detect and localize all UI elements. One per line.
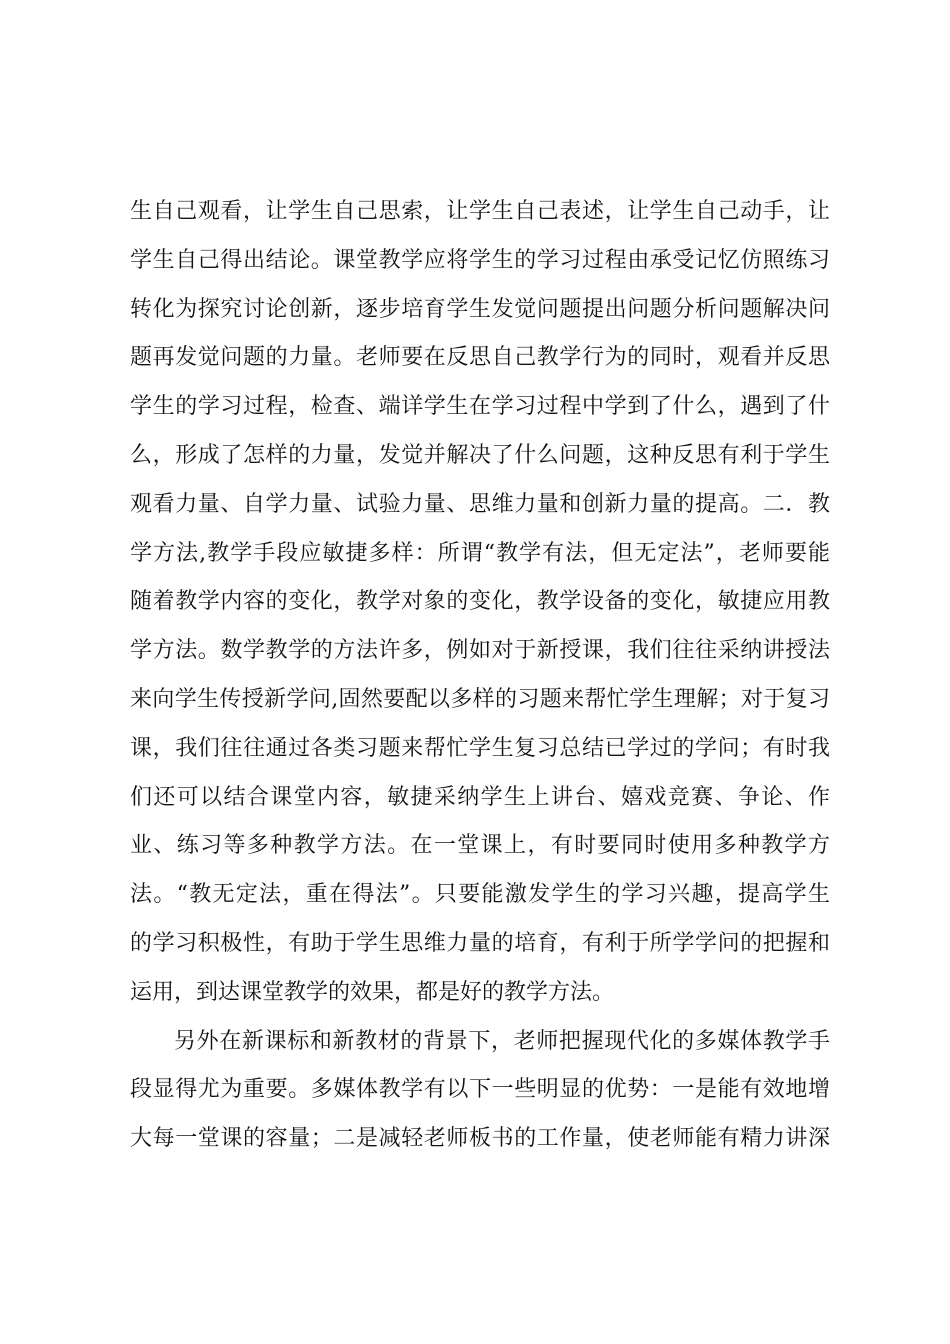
document-body — [130, 188, 830, 1164]
text-line: 法。“教无定法，重在得法”。只要能激发学生的学习兴趣，提高学生 — [130, 882, 830, 908]
text-line: 运用，到达课堂教学的效果，都是好的教学方法。 — [130, 979, 615, 1005]
text-line: 观看力量、自学力量、试验力量、思维力量和创新力量的提高。二．教 — [130, 491, 830, 517]
text-line: 学方法。数学教学的方法许多，例如对于新授课，我们往往采纳讲授法 — [130, 638, 830, 664]
text-line: 生自己观看，让学生自己思索，让学生自己表述，让学生自己动手，让 — [130, 199, 830, 224]
text-line: 随着教学内容的变化，教学对象的变化，教学设备的变化，敏捷应用教 — [130, 589, 830, 615]
paragraph-2 — [130, 1018, 830, 1164]
text-line: 么，形成了怎样的力量，发觉并解决了什么问题，这种反思有利于学生 — [130, 442, 830, 468]
text-line: 题再发觉问题的力量。老师要在反思自己教学行为的同时，观看并反思 — [130, 345, 830, 371]
text-line: 转化为探究讨论创新，逐步培育学生发觉问题提出问题分析问题解决问 — [130, 296, 830, 322]
text-line: 来向学生传授新学问,固然要配以多样的习题来帮忙学生理解；对于复习 — [130, 686, 830, 712]
text-line: 学方法,教学手段应敏捷多样：所谓“教学有法，但无定法”，老师要能 — [130, 540, 830, 566]
text-line: 大每一堂课的容量；二是减轻老师板书的工作量，使老师能有精力讲深 — [130, 1126, 830, 1152]
text-line: 课，我们往往通过各类习题来帮忙学生复习总结已学过的学问；有时我 — [130, 735, 830, 761]
text-line: 段显得尤为重要。多媒体教学有以下一些明显的优势：一是能有效地增 — [130, 1077, 830, 1103]
text-line: 学生的学习过程，检查、端详学生在学习过程中学到了什么，遇到了什 — [130, 394, 830, 420]
paragraph-1 — [130, 188, 830, 1018]
text-line: 学生自己得出结论。课堂教学应将学生的学习过程由承受记忆仿照练习 — [130, 247, 830, 273]
text-line: 业、练习等多种教学方法。在一堂课上，有时要同时使用多种教学方 — [130, 833, 830, 859]
text-line: 们还可以结合课堂内容，敏捷采纳学生上讲台、嬉戏竞赛、争论、作 — [130, 784, 830, 810]
text-line: 的学习积极性，有助于学生思维力量的培育，有利于所学学问的把握和 — [130, 930, 830, 956]
text-line: 另外在新课标和新教材的背景下，老师把握现代化的多媒体教学手 — [174, 1028, 830, 1054]
